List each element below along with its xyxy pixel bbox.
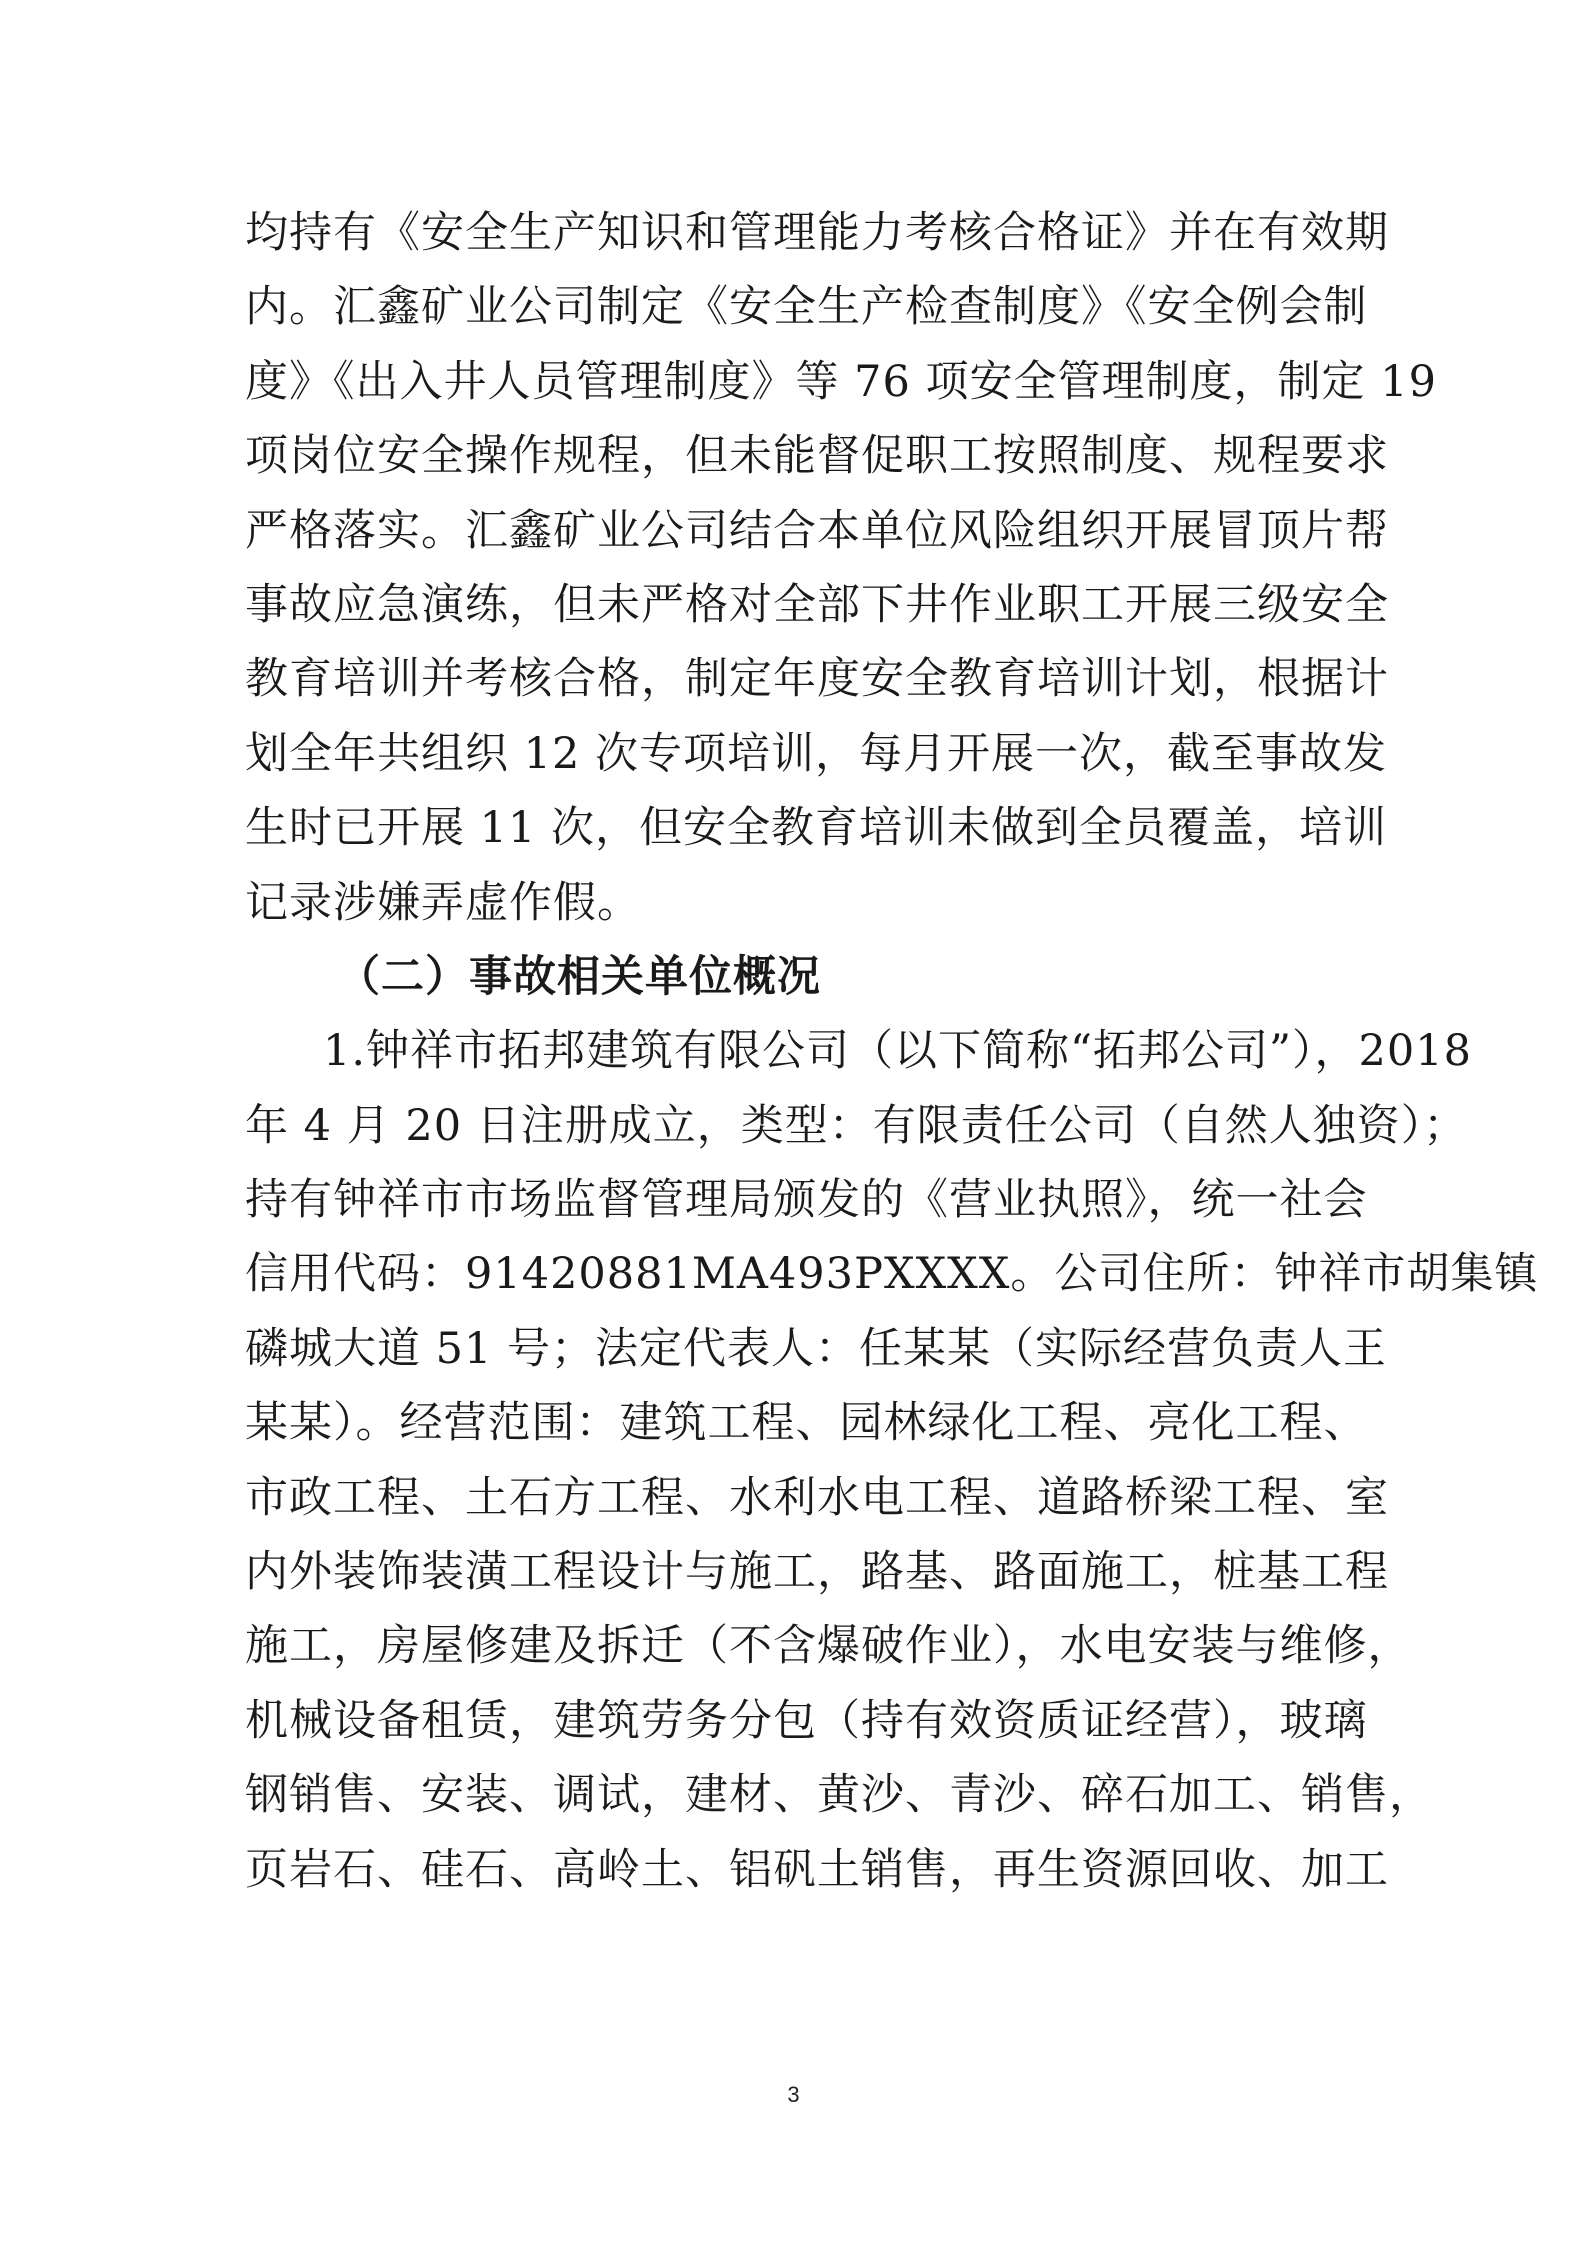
text-line: 某某）。经营范围：建筑工程、园林绿化工程、亮化工程、 — [245, 1398, 1368, 1449]
text-line: 机械设备租赁，建筑劳务分包（持有效资质证经营），玻璃 — [245, 1695, 1368, 1746]
text-line: 严格落实。汇鑫矿业公司结合本单位风险组织开展冒顶片帮 — [245, 505, 1389, 556]
body-text — [245, 196, 1539, 1907]
text-line: 教育培训并考核合格，制定年度安全教育培训计划，根据计 — [245, 654, 1389, 705]
text-line: 项岗位安全操作规程，但未能督促职工按照制度、规程要求 — [245, 431, 1389, 482]
text-line: 年 4 月 20 日注册成立，类型：有限责任公司（自然人独资）； — [245, 1100, 1468, 1151]
text-line: 施工，房屋修建及拆迁（不含爆破作业），水电安装与维修， — [245, 1621, 1412, 1672]
text-line: 持有钟祥市市场监督管理局颁发的《营业执照》，统一社会 — [245, 1175, 1368, 1226]
text-line: 1.钟祥市拓邦建筑有限公司（以下简称“拓邦公司”），2018 — [323, 1026, 1472, 1077]
text-line: 均持有《安全生产知识和管理能力考核合格证》并在有效期 — [245, 208, 1389, 258]
text-line: 页岩石、硅石、高岭土、铝矾土销售，再生资源回收、加工 — [245, 1844, 1389, 1895]
text-line: 市政工程、土石方工程、水利水电工程、道路桥梁工程、室 — [245, 1472, 1389, 1523]
text-line: 信用代码：91420881MA493PXXXX。公司住所：钟祥市胡集镇 — [245, 1249, 1539, 1300]
text-line: 钢销售、安装、调试，建材、黄沙、青沙、碎石加工、销售， — [245, 1770, 1433, 1821]
text-line: 记录涉嫌弄虚作假。 — [245, 877, 641, 928]
text-line: 事故应急演练，但未严格对全部下井作业职工开展三级安全 — [245, 579, 1389, 630]
text-line: 生时已开展 11 次，但安全教育培训未做到全员覆盖，培训 — [245, 803, 1388, 854]
section-heading: （二）事故相关单位概况 — [337, 951, 821, 1002]
text-line: 划全年共组织 12 次专项培训，每月开展一次，截至事故发 — [245, 728, 1388, 779]
page-number: 3 — [787, 2082, 800, 2107]
text-line: 内。汇鑫矿业公司制定《安全生产检查制度》《安全例会制 — [245, 282, 1368, 333]
text-line: 内外装饰装潢工程设计与施工，路基、路面施工，桩基工程 — [245, 1547, 1389, 1598]
text-line: 度》《出入井人员管理制度》等 76 项安全管理制度，制定 19 — [245, 356, 1437, 407]
text-line: 磷城大道 51 号；法定代表人：任某某（实际经营负责人王 — [245, 1323, 1388, 1374]
